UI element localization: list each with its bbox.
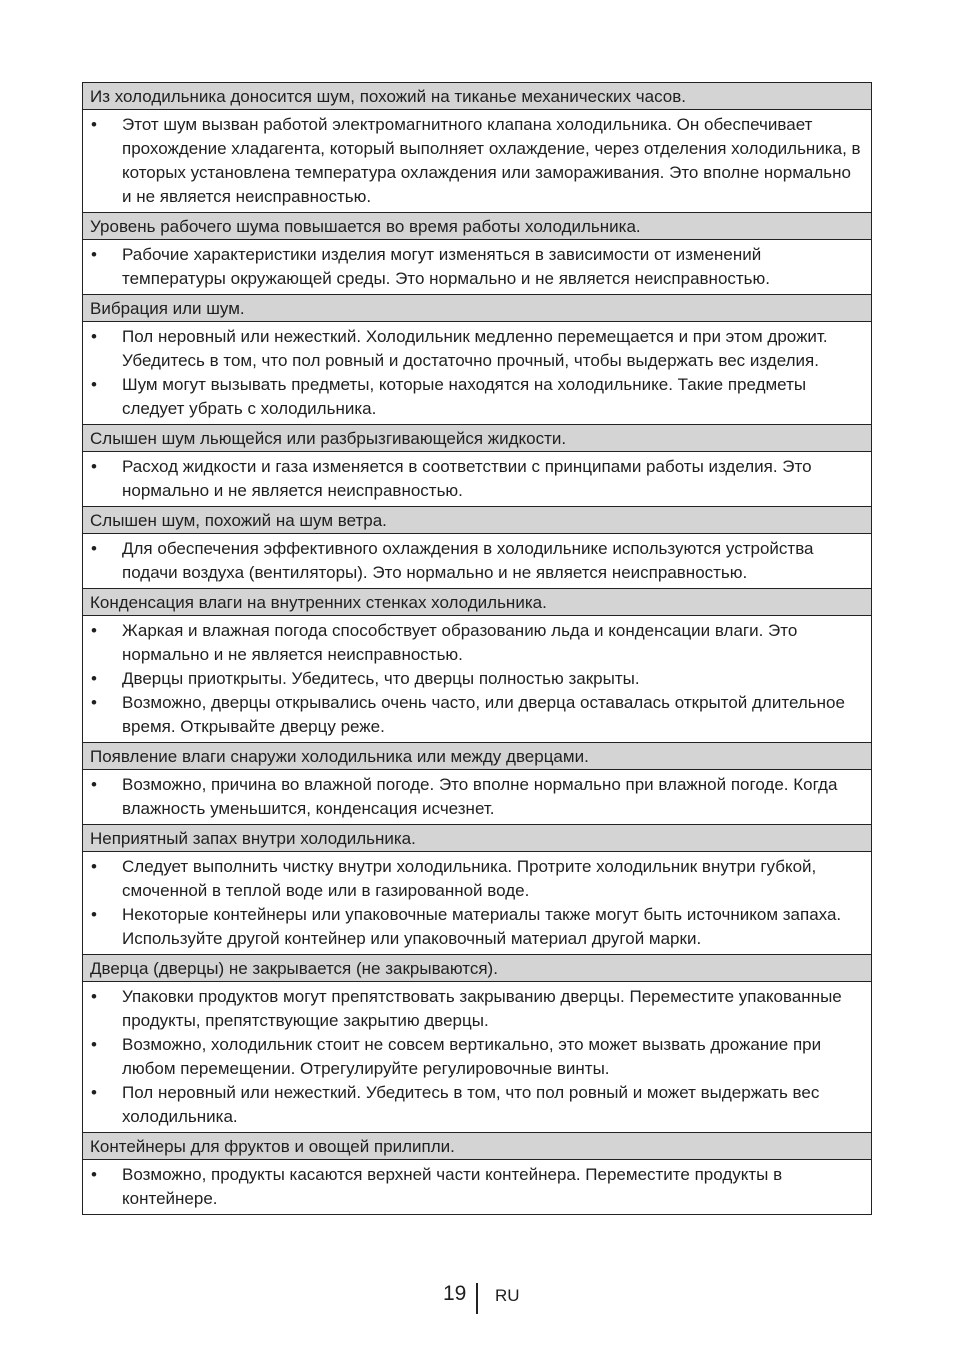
bullet-item <box>83 537 861 585</box>
bullet-mark: • <box>91 669 97 688</box>
bullet-mark: • <box>91 987 97 1006</box>
bullet-text: Возможно, причина во влажной погоде. Это вполне нормально при влажной погоде. Когда влажность уменьшится, конденсация исчезнет. <box>122 775 838 818</box>
bullet-text: Для обеспечения эффективного охлаждения в холодильнике используются устройства подачи воздуха (вентиляторы). Это нормально и не является неисправностью. <box>122 539 814 582</box>
section <box>83 955 871 1133</box>
bullet-text: Упаковки продуктов могут препятствовать закрыванию дверцы. Переместите упакованные продукты, препятствующие закрытию дверцы. <box>122 987 842 1030</box>
section-heading: Слышен шум льющейся или разбрызгивающейся жидкости. <box>83 425 871 452</box>
bullet-item <box>83 373 861 421</box>
section <box>83 1133 871 1214</box>
bullet-text: Возможно, дверцы открывались очень часто, или дверца оставалась открытой длительное время. Открывайте дверцу реже. <box>122 693 845 736</box>
language-code: RU <box>495 1286 520 1305</box>
section-body <box>83 770 871 825</box>
bullet-item <box>83 773 861 821</box>
bullet-mark: • <box>91 457 97 476</box>
bullet-item <box>83 325 861 373</box>
bullet-item <box>83 455 861 503</box>
bullet-text: Рабочие характеристики изделия могут изменяться в зависимости от изменений температуры окружающей среды. Это нормально и не является неисправностью. <box>122 245 771 288</box>
troubleshooting-table <box>82 82 872 1215</box>
section-heading: Вибрация или шум. <box>83 295 871 322</box>
bullet-text: Жаркая и влажная погода способствует образованию льда и конденсации влаги. Это нормально и не является неисправностью. <box>122 621 798 664</box>
bullet-mark: • <box>91 327 97 346</box>
bullet-text: Пол неровный или нежесткий. Убедитесь в том, что пол ровный и может выдержать вес холодильника. <box>122 1083 820 1126</box>
bullet-mark: • <box>91 857 97 876</box>
bullet-item <box>83 113 861 209</box>
section <box>83 825 871 955</box>
section-heading: Из холодильника доносится шум, похожий на тиканье механических часов. <box>83 83 871 110</box>
section-body <box>83 982 871 1133</box>
bullet-text: Этот шум вызван работой электромагнитного клапана холодильника. Он обеспечивает прохождение хладагента, который выполняет охлаждение, через отделения холодильника, в которых установлена температура охлаждения или замораживания. Это вполне нормально и не является неисправностью. <box>122 115 861 206</box>
bullet-mark: • <box>91 621 97 640</box>
bullet-item <box>83 855 861 903</box>
bullet-mark: • <box>91 1165 97 1184</box>
bullet-item <box>83 1163 861 1211</box>
section-heading: Слышен шум, похожий на шум ветра. <box>83 507 871 534</box>
section-body <box>83 616 871 743</box>
bullet-item <box>83 903 861 951</box>
footer-separator <box>476 1283 478 1314</box>
bullet-item <box>83 1033 861 1081</box>
bullet-text: Возможно, продукты касаются верхней части контейнера. Переместите продукты в контейнере. <box>122 1165 783 1208</box>
bullet-text: Пол неровный или нежесткий. Холодильник медленно перемещается и при этом дрожит. Убедитесь в том, что пол ровный и достаточно прочный, чтобы выдержать вес изделия. <box>122 327 828 370</box>
section <box>83 589 871 743</box>
section <box>83 743 871 825</box>
page-number: 19 <box>443 1282 467 1305</box>
bullet-mark: • <box>91 905 97 924</box>
section-heading: Конденсация влаги на внутренних стенках холодильника. <box>83 589 871 616</box>
bullet-mark: • <box>91 539 97 558</box>
section-body <box>83 1160 871 1214</box>
bullet-mark: • <box>91 775 97 794</box>
bullet-mark: • <box>91 375 97 394</box>
bullet-text: Дверцы приоткрыты. Убедитесь, что дверцы полностью закрыты. <box>122 669 640 688</box>
section-body <box>83 452 871 507</box>
section-body <box>83 852 871 955</box>
bullet-item <box>83 619 861 667</box>
bullet-text: Шум могут вызывать предметы, которые находятся на холодильнике. Такие предметы следует убрать с холодильника. <box>122 375 807 418</box>
page-footer <box>0 1280 954 1314</box>
section-heading: Дверца (дверцы) не закрывается (не закрываются). <box>83 955 871 982</box>
bullet-mark: • <box>91 245 97 264</box>
bullet-mark: • <box>91 693 97 712</box>
section <box>83 425 871 507</box>
bullet-mark: • <box>91 1035 97 1054</box>
section <box>83 295 871 425</box>
section-heading: Уровень рабочего шума повышается во время работы холодильника. <box>83 213 871 240</box>
bullet-mark: • <box>91 115 97 134</box>
section-heading: Контейнеры для фруктов и овощей прилипли. <box>83 1133 871 1160</box>
section <box>83 213 871 295</box>
bullet-item <box>83 243 861 291</box>
bullet-text: Возможно, холодильник стоит не совсем вертикально, это может вызвать дрожание при любом перемещении. Отрегулируйте регулировочные винты. <box>122 1035 822 1078</box>
section-body <box>83 534 871 589</box>
bullet-mark: • <box>91 1083 97 1102</box>
bullet-item <box>83 691 861 739</box>
bullet-item <box>83 667 861 691</box>
section-body <box>83 322 871 425</box>
bullet-item <box>83 985 861 1033</box>
section-body <box>83 110 871 213</box>
section <box>83 83 871 213</box>
section <box>83 507 871 589</box>
bullet-text: Расход жидкости и газа изменяется в соответствии с принципами работы изделия. Это нормально и не является неисправностью. <box>122 457 812 500</box>
bullet-item <box>83 1081 861 1129</box>
bullet-text: Некоторые контейнеры или упаковочные материалы также могут быть источником запаха. Используйте другой контейнер или упаковочный материал другой марки. <box>122 905 842 948</box>
bullet-text: Следует выполнить чистку внутри холодильника. Протрите холодильник внутри губкой, смоченной в теплой воде или в газированной воде. <box>122 857 817 900</box>
section-heading: Появление влаги снаружи холодильника или между дверцами. <box>83 743 871 770</box>
section-heading: Неприятный запах внутри холодильника. <box>83 825 871 852</box>
section-body <box>83 240 871 295</box>
